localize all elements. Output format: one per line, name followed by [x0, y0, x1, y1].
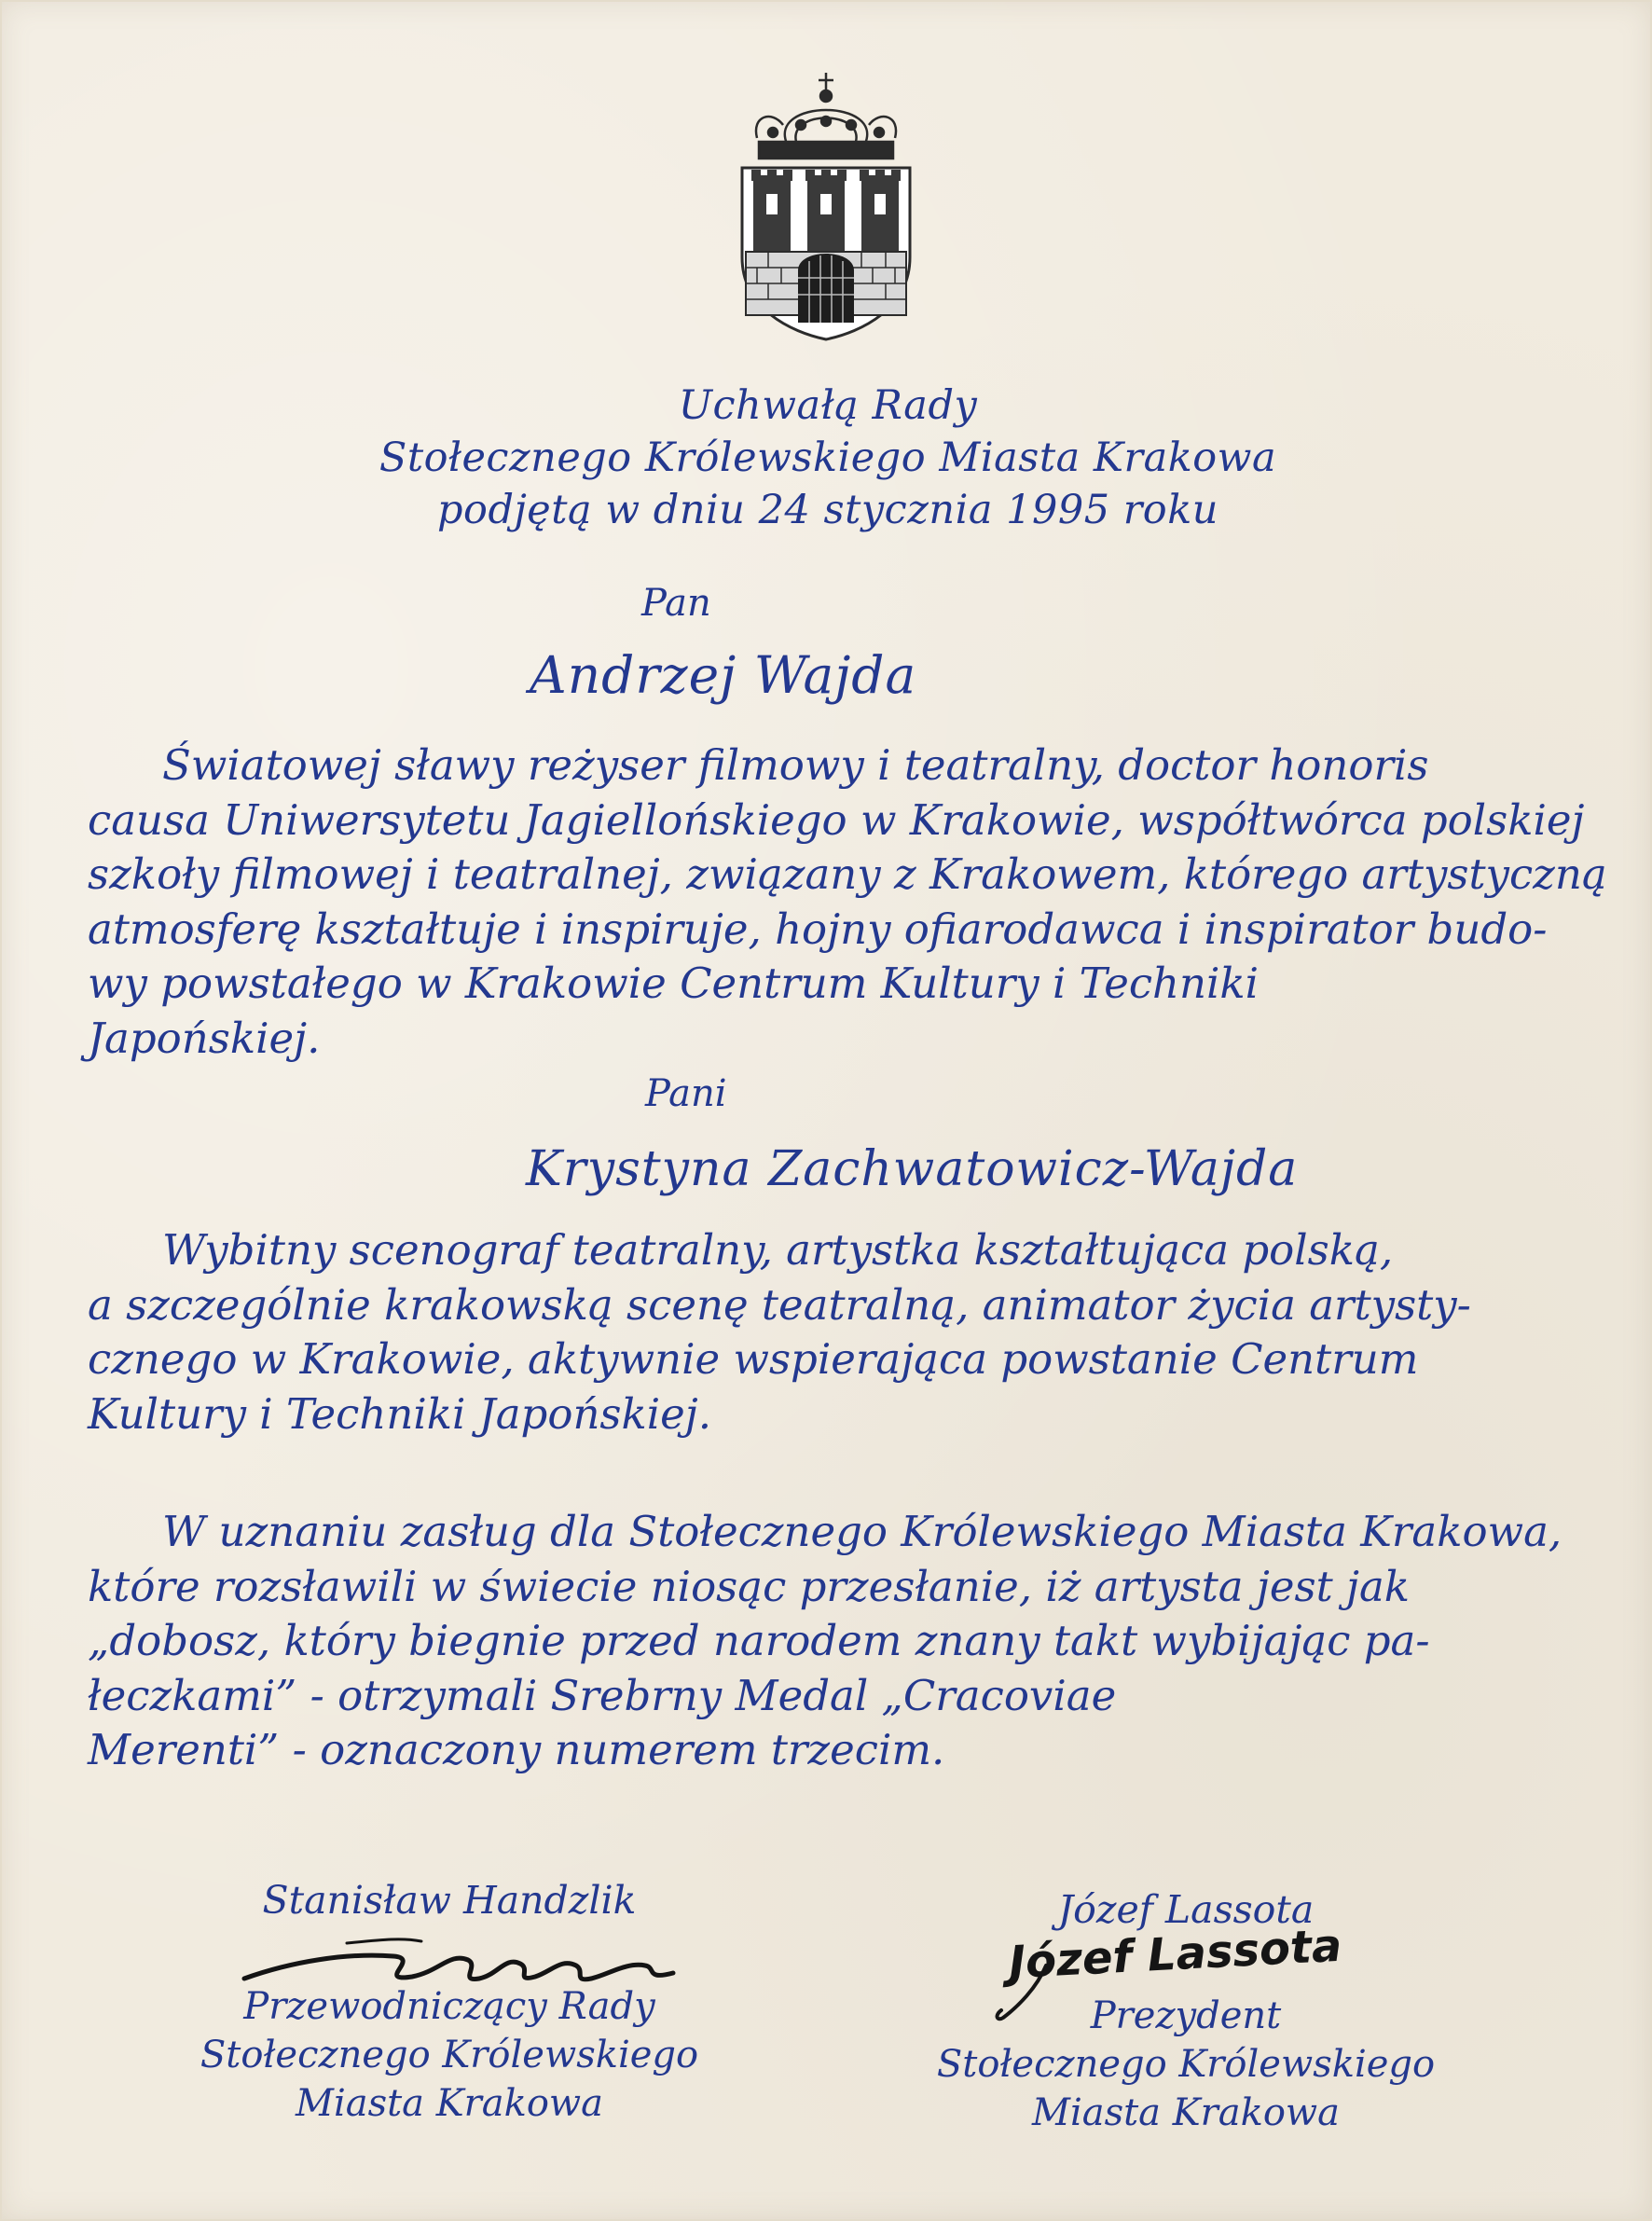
right-signatory-name: Józef Lassota	[1057, 1887, 1315, 1932]
honoree-2-title: Pani	[645, 1072, 727, 1115]
description-line: szkoły filmowej i teatralnej, związany z Krakowem, którego artystyczną	[88, 849, 1607, 899]
award-line: które rozsławili w świecie niosąc przesłanie, iż artysta jest jak	[88, 1561, 1411, 1611]
description-line: Światowej sławy reżyser filmowy i teatralny, doctor honoris	[162, 740, 1429, 790]
honoree-1-description	[88, 738, 1607, 1066]
honoree-1-name: Andrzej Wajda	[530, 645, 917, 705]
description-line: Kultury i Techniki Japońskiej.	[88, 1388, 712, 1439]
description-line: cznego w Krakowie, aktywnie wspierająca powstanie Centrum	[88, 1334, 1419, 1384]
right-signatory-role-line: Stołecznego Królewskiego	[936, 2043, 1436, 2086]
left-signatory	[160, 1876, 738, 2128]
right-signatory	[897, 1885, 1475, 2137]
resolution-line-3: podjętą w dniu 24 stycznia 1995 roku	[437, 487, 1218, 533]
resolution-header	[2, 379, 1652, 536]
right-signatory-role-line: Prezydent	[1090, 1994, 1282, 2037]
left-signatory-role-line: Miasta Krakowa	[295, 2082, 604, 2125]
honoree-1-title: Pan	[641, 582, 711, 625]
description-line: atmosferę kształtuje i inspiruje, hojny ofiarodawca i inspirator budo-	[88, 904, 1548, 954]
left-signatory-role-line: Stołecznego Królewskiego	[200, 2034, 699, 2076]
award-line: W uznaniu zasług dla Stołecznego Królewskiego Miasta Krakowa,	[162, 1507, 1563, 1556]
award-line: „dobosz, który biegnie przed narodem znany takt wybijając pa-	[88, 1616, 1430, 1665]
resolution-line-1: Uchwałą Rady	[678, 382, 978, 429]
honoree-2-name: Krystyna Zachwatowicz-Wajda	[526, 1141, 1299, 1197]
left-signatory-name: Stanisław Handzlik	[262, 1878, 637, 1923]
description-line: causa Uniwersytetu Jagiellońskiego w Krakowie, współtwórca polskiej	[88, 794, 1585, 845]
award-line: łeczkami” - otrzymali Srebrny Medal „Cracoviae	[88, 1670, 1117, 1720]
krakow-coat-of-arms-icon	[731, 71, 921, 341]
resolution-line-2: Stołecznego Królewskiego Miasta Krakowa	[379, 435, 1277, 481]
description-line: Japońskiej.	[88, 1013, 321, 1063]
award-line: Merenti” - oznaczony numerem trzecim.	[88, 1725, 945, 1774]
description-line: a szczególnie krakowską scenę teatralną, animator życia artysty-	[88, 1279, 1471, 1330]
description-line: wy powstałego w Krakowie Centrum Kultury i Techniki	[88, 959, 1260, 1008]
handwritten-signature-right: Józef Lassota	[1007, 1919, 1343, 1990]
award-paragraph	[88, 1505, 1562, 1778]
handwritten-signature-left-icon	[235, 1924, 692, 1999]
description-line: Wybitny scenograf teatralny, artystka kształtująca polską,	[162, 1225, 1394, 1275]
honoree-2-description	[88, 1223, 1471, 1442]
left-signatory-role-line: Przewodniczący Rady	[243, 1985, 655, 2028]
signature-flourish-icon	[990, 1960, 1102, 2025]
right-signatory-role-line: Miasta Krakowa	[1031, 2091, 1341, 2134]
